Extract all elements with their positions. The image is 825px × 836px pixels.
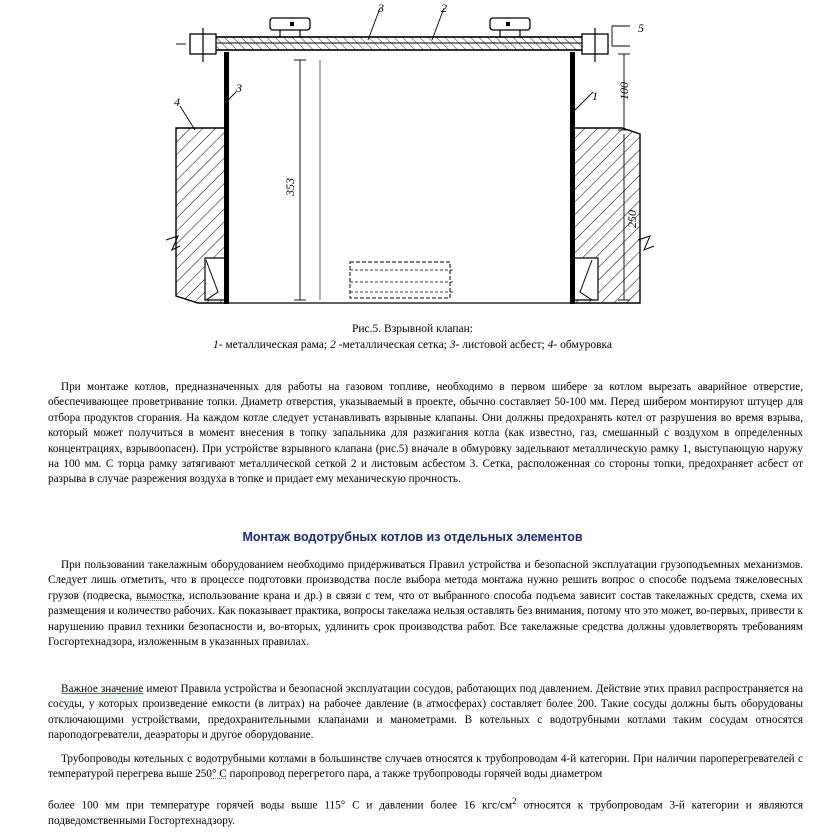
paragraph-rigging-b: , использование крана и др.) в связи с тем, что от выбранного способа подъема зависит состав такелажных средств, схема их размещения и количество рабочих. Как показывает практика, вопросы такелажа нельзя оставлять без внимания, потому что это может, во-первых, привести к нарушению правил техники безопасности и, во-вторых, удлинить срок производства работ. Все такелажные средства должны удовлетворять требованиям Госгортехнадзора, изложенным в указанных правилах. xyxy=(48,589,803,649)
label-4: 4 xyxy=(174,95,180,109)
caption-num-2: 2 xyxy=(329,339,336,351)
paragraph-gas-boilers: При монтаже котлов, предназначенных для работы на газовом топливе, необходимо в первом шибере за котлом вырезать аварийное отверстие, обеспечивающее проветривание топки. Диаметр отверстия, указываемый в проекте, обычно составляет 50-100 мм. Перед шибером монтируют штуцер для отбора продуктов сгорания. На каждом котле следует устанавливать взрывные клапаны. Они должны предохранять котел от разрушения во время взрыва, который может получиться в момент внесения в топку запальника для разжигания котла (как известно, газ, смешанный с воздухом в определенных концентрациях, взрывоопасен). При устройстве взрывного клапана (рис.5) вначале в обмуровку задельвают металлическую рамку 1, выступающую наружу на 100 мм. С торца рамку затягивают металлической сеткой 2 и листовым асбестом 3. Сетка, расположенная со стороны топки, предохраняет асбест от разрыва в случае разрежения воздуха в топке и придает ему механическую прочность. xyxy=(48,381,803,486)
top-flange xyxy=(190,28,608,62)
grammar-underlined-phrase: Важное значение xyxy=(61,683,144,695)
caption-text-2: -металлическая сетка; xyxy=(335,339,450,351)
right-brickwork xyxy=(573,128,654,303)
paragraph-pipelines-cont xyxy=(48,794,803,830)
caption-num-3: 3 xyxy=(449,339,456,351)
paragraph-pressure-vessels xyxy=(48,682,803,744)
caption-text-1: - металлическая рама; xyxy=(218,339,330,351)
caption-text-3: - листовой асбест; xyxy=(455,339,548,351)
left-brickwork xyxy=(166,128,227,303)
figure-caption-legend xyxy=(0,338,825,353)
label-3b: 3 xyxy=(236,81,242,95)
label-1: 1 xyxy=(592,89,598,103)
paragraph-pipelines-b: паропровод перегретого пара, а также трубопроводы горячей воды диаметром xyxy=(226,768,603,781)
paragraph-rigging xyxy=(48,558,803,650)
label-2: 2 xyxy=(441,1,447,15)
dim-100: 100 xyxy=(617,82,631,100)
superscript-2: 2 xyxy=(512,796,517,806)
spelling-underlined-word: вымостка xyxy=(136,589,183,602)
dim-353: 353 xyxy=(283,178,297,196)
explosion-valve-drawing xyxy=(0,0,825,320)
section-heading: Монтаж водотрубных котлов из отдельных элементов xyxy=(242,530,583,544)
paragraph-pipelines-a: Трубопроводы котельных с водотрубными котлами в большинстве случаев относятся к трубопроводам 4-й категории. При наличии пароперегревателей с температурой перегрева выше 250 xyxy=(48,753,803,781)
caption-num-4: 4 xyxy=(547,339,554,351)
mesh-fragment xyxy=(350,262,454,298)
caption-num-1: 1 xyxy=(212,339,219,351)
paragraph-pipelines-c: более 100 мм при температуре горячей воды выше 115° С и давлении более 16 кгс/см xyxy=(48,799,513,812)
label-3: 3 xyxy=(378,1,384,15)
label-5: 5 xyxy=(638,21,644,35)
caption-text-4: - обмуровка xyxy=(553,339,613,351)
figure-caption-title: Рис.5. Взрывной клапан: xyxy=(352,323,473,335)
paragraph-pipelines-d: относятся к трубопроводам 3-й категории и являются подведомственными Госгортехнадзору. xyxy=(48,799,803,828)
paragraph-pressure-vessels-b: имеют Правила устройства и безопасной эксплуатации сосудов, работающих под давлением. Действие этих правил распространяется на сосуды, у которых произведение емкости (в литрах) на рабочее давление (в атмосферах) составляет более 200. Такие сосуды должны быть оборудованы отключающими устройствами, предохранительными клапанами и манометрами. В котельных с водотрубными котлами таким сосудам относятся пароподогреватели, деаэраторы и другое оборудование. xyxy=(48,683,803,742)
dim-250: 250 xyxy=(625,210,639,228)
degree-underlined: ° С xyxy=(211,768,227,781)
paragraph-pipelines xyxy=(48,752,803,783)
leader-lines xyxy=(176,8,630,300)
handles xyxy=(270,18,530,37)
paragraph-rigging-a: При пользовании такелажным оборудованием необходимо придерживаться Правил устройства и безопасной эксплуатации грузоподъемных механизмов. Следует лишь отметить, что в процессе подготовки производства после выбора метода монтажа нужно решить вопрос о способе подъема тяжеловесных грузов (подвеска, xyxy=(48,559,803,602)
